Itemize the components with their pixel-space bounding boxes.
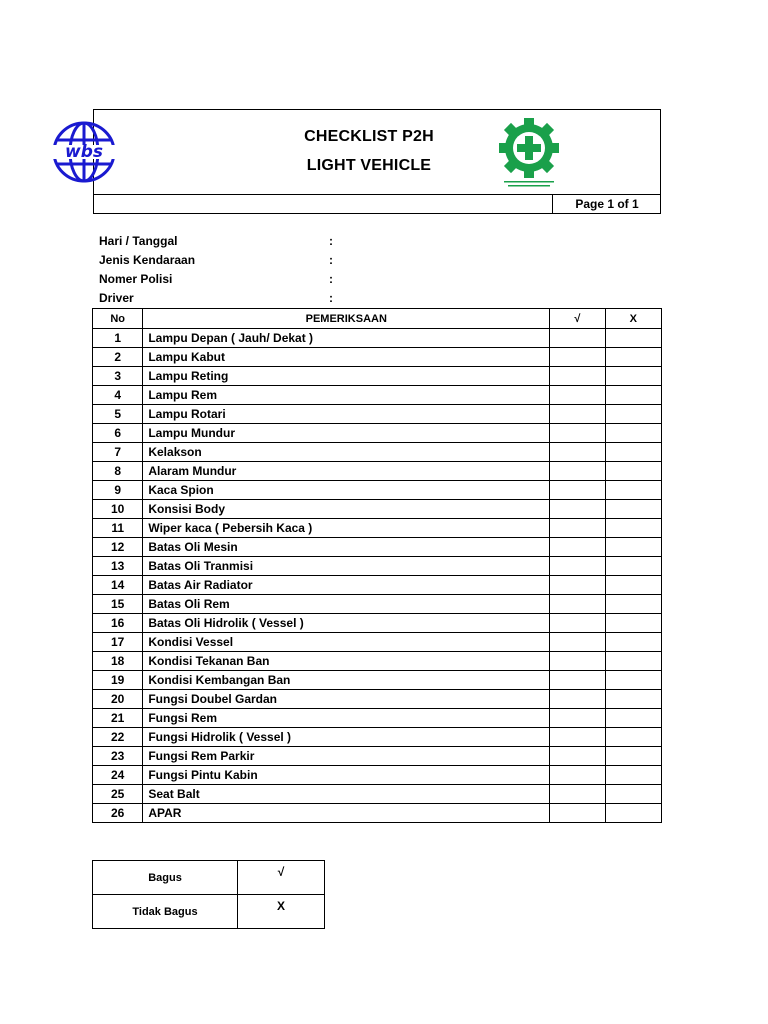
inspection-item: Batas Oli Mesin <box>143 538 550 557</box>
vehicle-info <box>99 233 399 309</box>
check-good-cell[interactable] <box>550 652 605 671</box>
check-bad-cell[interactable] <box>605 481 661 500</box>
check-bad-cell[interactable] <box>605 386 661 405</box>
table-row <box>93 709 662 728</box>
table-row <box>93 557 662 576</box>
table-row <box>93 614 662 633</box>
inspection-item: Lampu Rotari <box>143 405 550 424</box>
row-number: 20 <box>93 690 143 709</box>
check-bad-cell[interactable] <box>605 728 661 747</box>
row-number: 8 <box>93 462 143 481</box>
check-good-cell[interactable] <box>550 747 605 766</box>
check-bad-cell[interactable] <box>605 766 661 785</box>
check-good-cell[interactable] <box>550 614 605 633</box>
table-row <box>93 386 662 405</box>
table-row <box>93 671 662 690</box>
check-good-cell[interactable] <box>550 367 605 386</box>
info-row-plate-number <box>99 271 399 290</box>
inspection-item: Batas Air Radiator <box>143 576 550 595</box>
row-number: 24 <box>93 766 143 785</box>
row-number: 5 <box>93 405 143 424</box>
check-good-cell[interactable] <box>550 766 605 785</box>
row-number: 16 <box>93 614 143 633</box>
table-row <box>93 595 662 614</box>
checklist-table <box>92 308 662 823</box>
inspection-item: Lampu Rem <box>143 386 550 405</box>
check-bad-cell[interactable] <box>605 785 661 804</box>
info-label: Jenis Kendaraan <box>99 253 196 267</box>
check-bad-cell[interactable] <box>605 557 661 576</box>
row-number: 10 <box>93 500 143 519</box>
wbs-logo-text: wbs <box>65 142 103 162</box>
info-colon: : <box>329 234 333 248</box>
table-row <box>93 367 662 386</box>
header-pemeriksaan: PEMERIKSAAN <box>143 309 550 329</box>
table-row <box>93 785 662 804</box>
legend-label: Tidak Bagus <box>93 895 238 929</box>
inspection-item: Fungsi Pintu Kabin <box>143 766 550 785</box>
check-good-cell[interactable] <box>550 386 605 405</box>
check-bad-cell[interactable] <box>605 538 661 557</box>
inspection-item: Kondisi Vessel <box>143 633 550 652</box>
info-colon: : <box>329 272 333 286</box>
check-good-cell[interactable] <box>550 690 605 709</box>
table-row <box>93 576 662 595</box>
check-bad-cell[interactable] <box>605 405 661 424</box>
row-number: 14 <box>93 576 143 595</box>
check-bad-cell[interactable] <box>605 462 661 481</box>
row-number: 19 <box>93 671 143 690</box>
inspection-item: Batas Oli Rem <box>143 595 550 614</box>
check-bad-cell[interactable] <box>605 652 661 671</box>
check-good-cell[interactable] <box>550 671 605 690</box>
row-number: 25 <box>93 785 143 804</box>
info-colon: : <box>329 291 333 305</box>
legend-symbol: X <box>238 895 325 929</box>
check-bad-cell[interactable] <box>605 576 661 595</box>
check-bad-cell[interactable] <box>605 747 661 766</box>
table-row <box>93 728 662 747</box>
inspection-item: Batas Oli Tranmisi <box>143 557 550 576</box>
k3-gear-cross-icon <box>494 114 564 190</box>
check-bad-cell[interactable] <box>605 519 661 538</box>
title-line-1: CHECKLIST P2H <box>304 128 434 145</box>
inspection-item: Fungsi Hidrolik ( Vessel ) <box>143 728 550 747</box>
inspection-item: APAR <box>143 804 550 823</box>
row-number: 4 <box>93 386 143 405</box>
table-row <box>93 766 662 785</box>
check-good-cell[interactable] <box>550 557 605 576</box>
check-bad-cell[interactable] <box>605 690 661 709</box>
legend-row-not-good <box>93 895 325 929</box>
table-row <box>93 424 662 443</box>
table-row <box>93 633 662 652</box>
check-good-cell[interactable] <box>550 785 605 804</box>
inspection-item: Lampu Mundur <box>143 424 550 443</box>
inspection-item: Wiper kaca ( Pebersih Kaca ) <box>143 519 550 538</box>
check-good-cell[interactable] <box>550 462 605 481</box>
header-x: X <box>605 309 661 329</box>
globe-icon <box>50 120 118 184</box>
check-good-cell[interactable] <box>550 443 605 462</box>
table-row <box>93 348 662 367</box>
info-row-driver <box>99 290 399 309</box>
row-number: 11 <box>93 519 143 538</box>
table-row <box>93 443 662 462</box>
inspection-item: Kondisi Tekanan Ban <box>143 652 550 671</box>
row-number: 1 <box>93 329 143 348</box>
info-label: Hari / Tanggal <box>99 234 178 248</box>
info-colon: : <box>329 253 333 267</box>
inspection-item: Alaram Mundur <box>143 462 550 481</box>
legend-symbol: √ <box>238 861 325 895</box>
check-good-cell[interactable] <box>550 709 605 728</box>
inspection-item: Kondisi Kembangan Ban <box>143 671 550 690</box>
row-number: 18 <box>93 652 143 671</box>
table-row <box>93 747 662 766</box>
table-row <box>93 500 662 519</box>
table-row <box>93 538 662 557</box>
row-number: 7 <box>93 443 143 462</box>
inspection-item: Seat Balt <box>143 785 550 804</box>
inspection-item: Fungsi Rem <box>143 709 550 728</box>
table-row <box>93 481 662 500</box>
info-label: Nomer Polisi <box>99 272 173 286</box>
legend-table <box>92 860 325 929</box>
legend-label: Bagus <box>93 861 238 895</box>
table-row <box>93 804 662 823</box>
inspection-item: Fungsi Doubel Gardan <box>143 690 550 709</box>
table-row <box>93 329 662 348</box>
check-good-cell[interactable] <box>550 576 605 595</box>
check-bad-cell[interactable] <box>605 348 661 367</box>
inspection-item: Kaca Spion <box>143 481 550 500</box>
info-row-date <box>99 233 399 252</box>
header-check: √ <box>550 309 605 329</box>
check-good-cell[interactable] <box>550 728 605 747</box>
check-good-cell[interactable] <box>550 633 605 652</box>
row-number: 21 <box>93 709 143 728</box>
legend-row-good <box>93 861 325 895</box>
row-number: 12 <box>93 538 143 557</box>
title-line-2: LIGHT VEHICLE <box>306 157 432 174</box>
check-good-cell[interactable] <box>550 348 605 367</box>
table-row <box>93 652 662 671</box>
check-good-cell[interactable] <box>550 519 605 538</box>
row-number: 26 <box>93 804 143 823</box>
check-bad-cell[interactable] <box>605 367 661 386</box>
row-number: 22 <box>93 728 143 747</box>
row-number: 2 <box>93 348 143 367</box>
row-number: 23 <box>93 747 143 766</box>
table-row <box>93 519 662 538</box>
check-good-cell[interactable] <box>550 405 605 424</box>
check-bad-cell[interactable] <box>605 633 661 652</box>
check-bad-cell[interactable] <box>605 804 661 823</box>
info-row-vehicle-type <box>99 252 399 271</box>
document-header <box>65 109 661 214</box>
inspection-item: Kelakson <box>143 443 550 462</box>
table-header-row <box>93 309 662 329</box>
check-bad-cell[interactable] <box>605 329 661 348</box>
inspection-item: Konsisi Body <box>143 500 550 519</box>
row-number: 17 <box>93 633 143 652</box>
row-number: 9 <box>93 481 143 500</box>
table-row <box>93 462 662 481</box>
check-good-cell[interactable] <box>550 538 605 557</box>
row-number: 3 <box>93 367 143 386</box>
check-good-cell[interactable] <box>550 481 605 500</box>
row-number: 6 <box>93 424 143 443</box>
page-number: Page 1 of 1 <box>552 194 661 214</box>
check-bad-cell[interactable] <box>605 500 661 519</box>
info-label: Driver <box>99 291 134 305</box>
check-bad-cell[interactable] <box>605 443 661 462</box>
inspection-item: Batas Oli Hidrolik ( Vessel ) <box>143 614 550 633</box>
check-bad-cell[interactable] <box>605 709 661 728</box>
check-bad-cell[interactable] <box>605 671 661 690</box>
check-good-cell[interactable] <box>550 804 605 823</box>
check-good-cell[interactable] <box>550 424 605 443</box>
check-bad-cell[interactable] <box>605 614 661 633</box>
table-row <box>93 405 662 424</box>
row-number: 15 <box>93 595 143 614</box>
header-no: No <box>93 309 143 329</box>
inspection-item: Lampu Depan ( Jauh/ Dekat ) <box>143 329 550 348</box>
inspection-item: Fungsi Rem Parkir <box>143 747 550 766</box>
check-good-cell[interactable] <box>550 595 605 614</box>
check-good-cell[interactable] <box>550 500 605 519</box>
table-row <box>93 690 662 709</box>
inspection-item: Lampu Reting <box>143 367 550 386</box>
inspection-item: Lampu Kabut <box>143 348 550 367</box>
check-bad-cell[interactable] <box>605 424 661 443</box>
check-good-cell[interactable] <box>550 329 605 348</box>
row-number: 13 <box>93 557 143 576</box>
check-bad-cell[interactable] <box>605 595 661 614</box>
